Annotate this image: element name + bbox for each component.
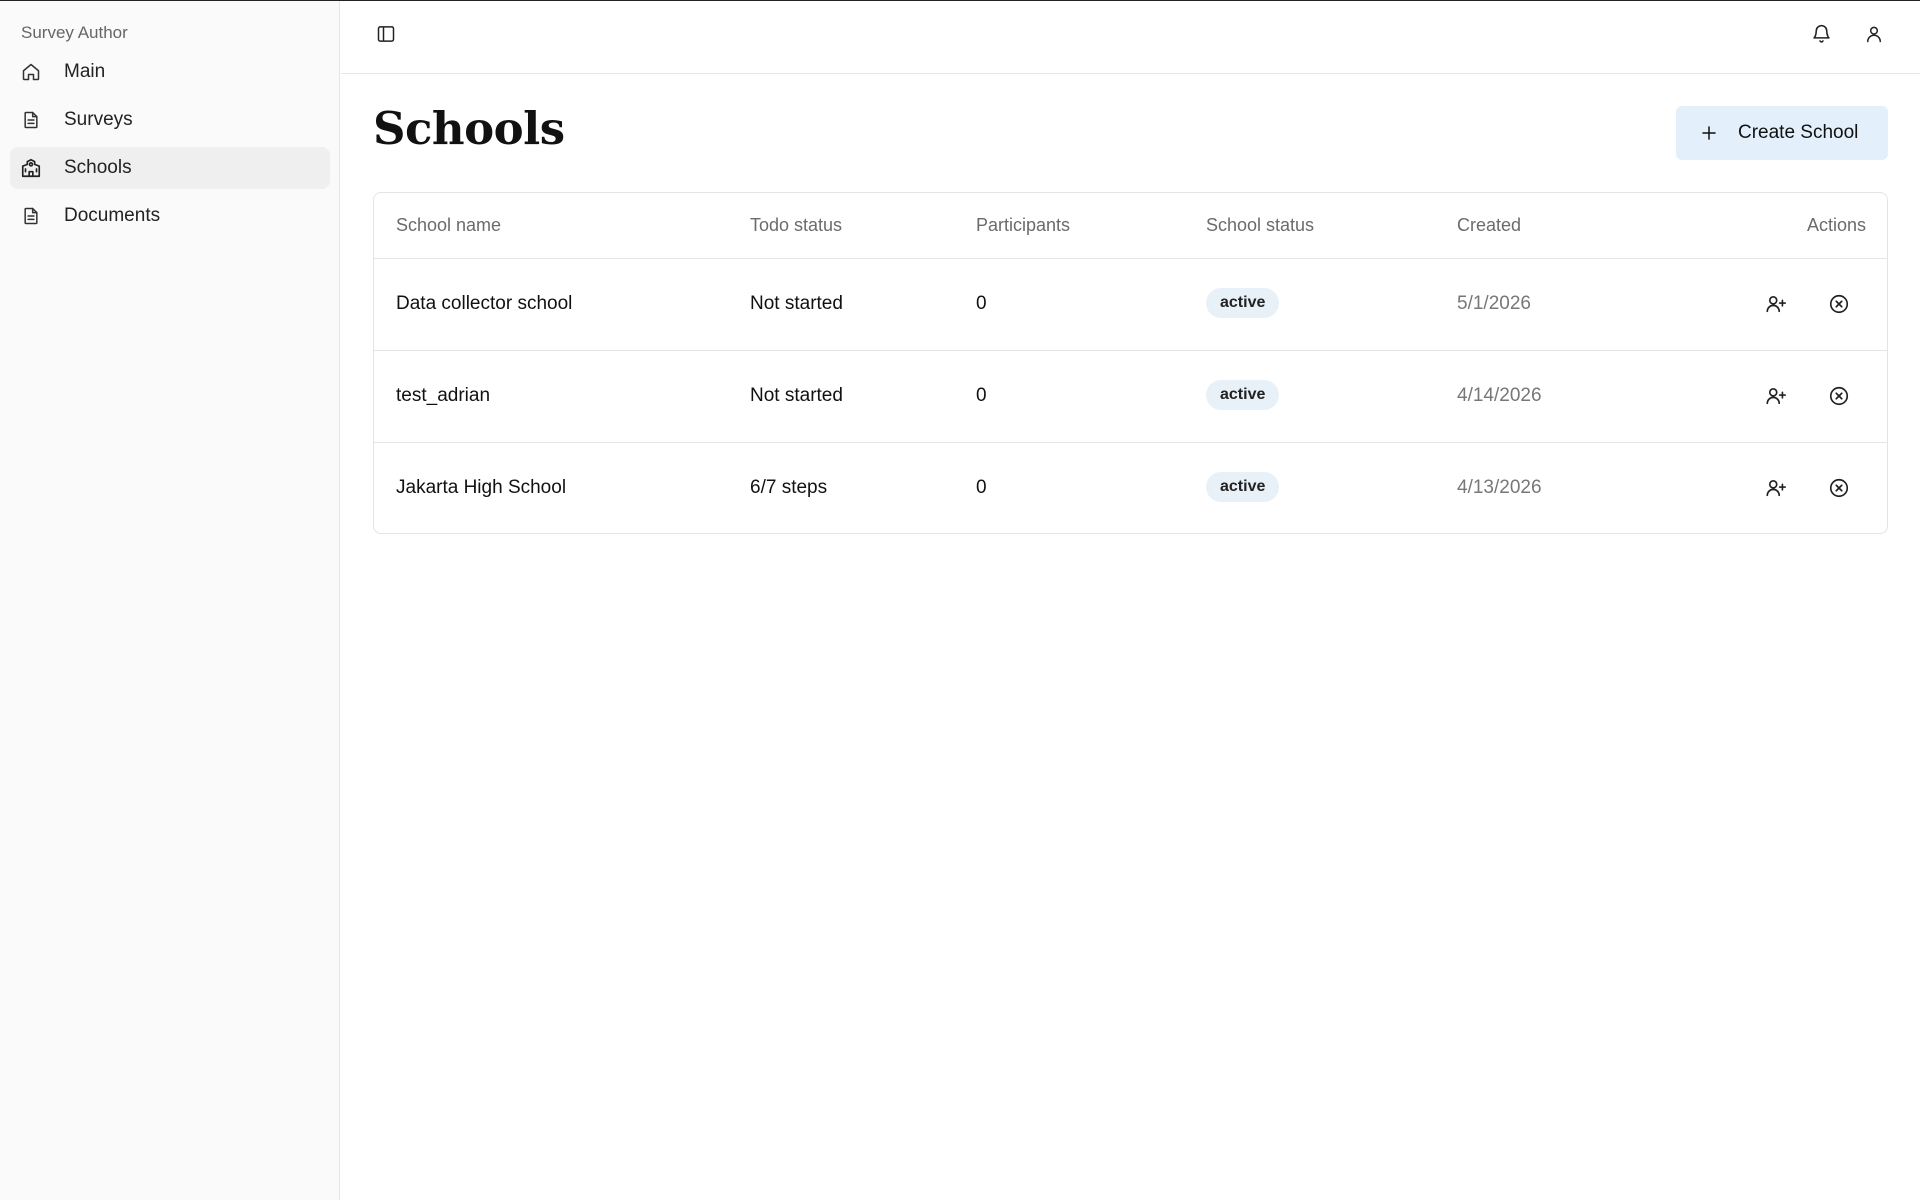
sidebar-item-label: Main <box>64 61 106 82</box>
column-header-actions: Actions <box>1806 215 1866 235</box>
deactivate-school-button[interactable] <box>1825 474 1853 502</box>
column-header-todo-status[interactable]: Todo status <box>750 215 843 235</box>
participants-count: 0 <box>976 293 987 314</box>
column-header-school-name[interactable]: School name <box>396 215 502 235</box>
status-badge: active <box>1206 472 1279 502</box>
sidebar-item-label: Surveys <box>64 109 133 130</box>
column-header-school-status[interactable]: School status <box>1206 215 1315 235</box>
status-badge: active <box>1206 288 1279 318</box>
sidebar-toggle-button[interactable] <box>368 18 404 54</box>
sidebar-item-label: Schools <box>64 157 132 178</box>
plus-icon <box>1698 122 1720 144</box>
schools-table <box>373 192 1888 534</box>
school-icon <box>20 157 42 179</box>
todo-status: Not started <box>750 385 843 406</box>
sidebar-toggle-icon <box>376 24 396 49</box>
create-school-label: Create School <box>1738 122 1859 143</box>
add-participant-button[interactable] <box>1762 382 1790 410</box>
created-date: 4/14/2026 <box>1457 385 1542 406</box>
notifications-button[interactable] <box>1803 18 1839 54</box>
file-text-icon <box>20 109 42 131</box>
circle-x-icon <box>1828 293 1850 315</box>
sidebar-item-documents[interactable] <box>10 195 330 237</box>
sidebar <box>0 1 340 1200</box>
participants-count: 0 <box>976 385 987 406</box>
column-header-participants[interactable]: Participants <box>976 215 1071 235</box>
user-plus-icon <box>1765 477 1787 499</box>
circle-x-icon <box>1828 385 1850 407</box>
sidebar-item-label: Documents <box>64 205 161 226</box>
bell-icon <box>1811 23 1832 49</box>
table-row[interactable] <box>374 442 1887 534</box>
table-row[interactable] <box>374 258 1887 351</box>
sidebar-nav <box>10 51 330 243</box>
sidebar-item-schools[interactable] <box>10 147 330 189</box>
school-name[interactable]: Data collector school <box>396 293 573 314</box>
table-row[interactable] <box>374 350 1887 443</box>
todo-status: Not started <box>750 293 843 314</box>
column-header-created[interactable]: Created <box>1457 215 1522 235</box>
home-icon <box>20 61 42 83</box>
create-school-button[interactable] <box>1676 106 1888 160</box>
circle-x-icon <box>1828 477 1850 499</box>
sidebar-item-surveys[interactable] <box>10 99 330 141</box>
table-header <box>374 193 1887 259</box>
add-participant-button[interactable] <box>1762 474 1790 502</box>
top-header <box>341 1 1920 74</box>
deactivate-school-button[interactable] <box>1825 290 1853 318</box>
sidebar-item-main[interactable] <box>10 51 330 93</box>
school-name[interactable]: test_adrian <box>396 385 491 406</box>
created-date: 4/13/2026 <box>1457 477 1542 498</box>
user-plus-icon <box>1765 293 1787 315</box>
user-icon <box>1864 24 1884 49</box>
status-badge: active <box>1206 380 1279 410</box>
user-plus-icon <box>1765 385 1787 407</box>
todo-status: 6/7 steps <box>750 477 828 498</box>
school-name[interactable]: Jakarta High School <box>396 477 567 498</box>
created-date: 5/1/2026 <box>1457 293 1531 314</box>
user-menu-button[interactable] <box>1856 18 1892 54</box>
file-text-icon <box>20 205 42 227</box>
deactivate-school-button[interactable] <box>1825 382 1853 410</box>
page-title: Schools <box>373 102 565 155</box>
app-title: Survey Author <box>21 23 128 42</box>
participants-count: 0 <box>976 477 987 498</box>
add-participant-button[interactable] <box>1762 290 1790 318</box>
